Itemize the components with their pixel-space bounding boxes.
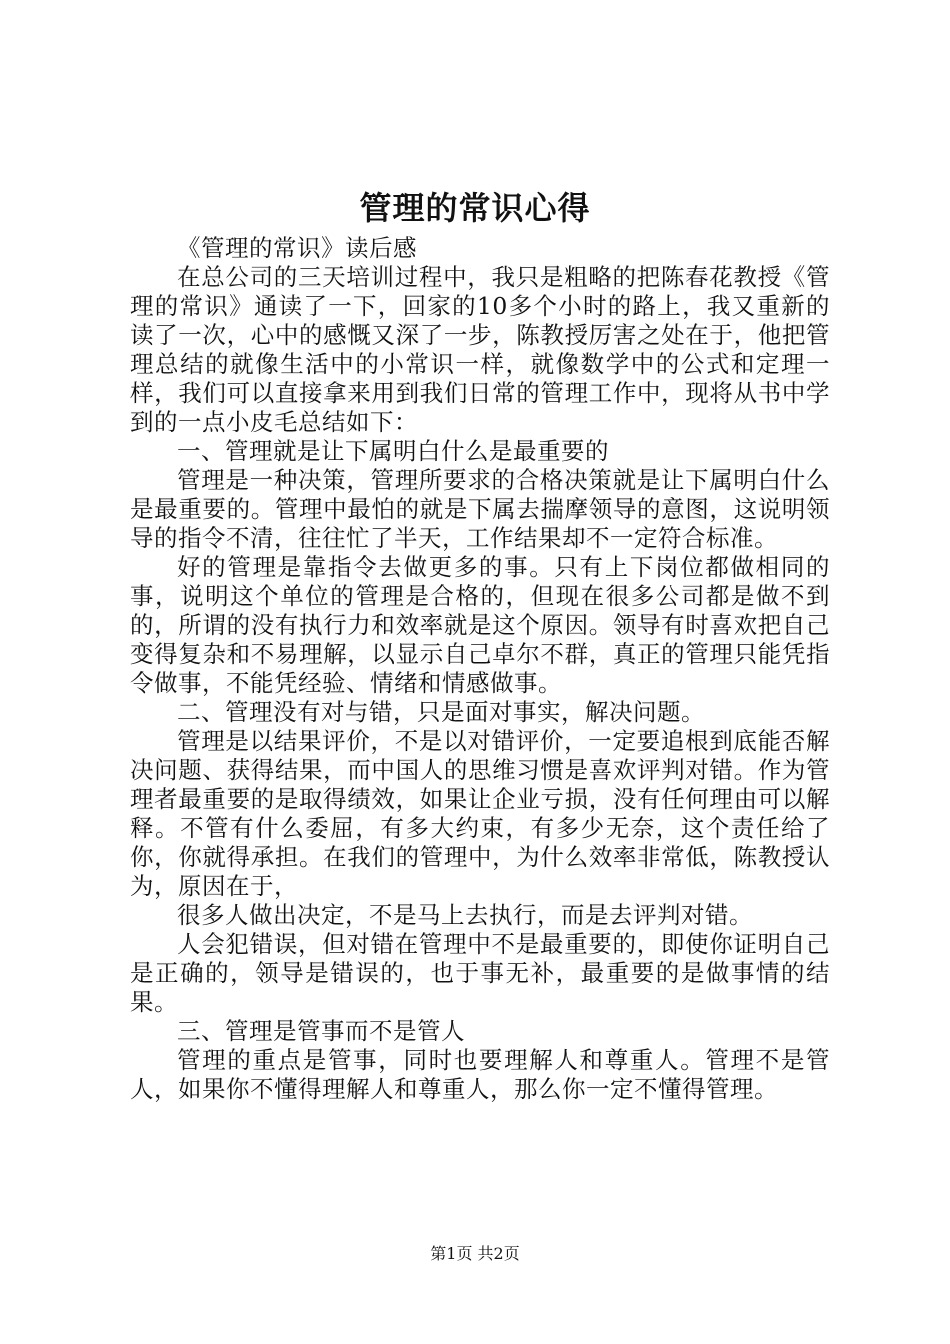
section-heading-3: 三、管理是管事而不是管人 bbox=[177, 1017, 465, 1045]
section-heading-1: 一、管理就是让下属明白什么是最重要的 bbox=[177, 437, 609, 465]
paragraph: 很多人做出决定，不是马上去执行，而是去评判对错。 bbox=[177, 901, 753, 929]
paragraph: 管理是一种决策，管理所要求的合格决策就是让下属明白什么是最重要的。管理中最怕的就是下属去揣摩领导的意图，这说明领导的指令不清，往往忙了半天，工作结果却不一定符合标准。 bbox=[130, 466, 830, 552]
paragraph: 好的管理是靠指令去做更多的事。只有上下岗位都做相同的事，说明这个单位的管理是合格的，但现在很多公司都是做不到的，所谓的没有执行力和效率就是这个原因。领导有时喜欢把自己变得复杂和不易理解，以显示自己卓尔不群，真正的管理只能凭指令做事，不能凭经验、情绪和情感做事。 bbox=[130, 553, 830, 697]
paragraph-subtitle: 《管理的常识》读后感 bbox=[177, 234, 417, 262]
document-body bbox=[130, 234, 830, 1104]
section-heading-2: 二、管理没有对与错，只是面对事实，解决问题。 bbox=[177, 698, 705, 726]
paragraph: 管理的重点是管事，同时也要理解人和尊重人。管理不是管人，如果你不懂得理解人和尊重人，那么你一定不懂得管理。 bbox=[130, 1046, 830, 1103]
paragraph: 管理是以结果评价，不是以对错评价，一定要追根到底能否解决问题、获得结果，而中国人的思维习惯是喜欢评判对错。作为管理者最重要的是取得绩效，如果让企业亏损，没有任何理由可以解释。不管有什么委屈，有多大约束，有多少无奈，这个责任给了你，你就得承担。在我们的管理中，为什么效率非常低，陈教授认为，原因在于， bbox=[130, 727, 830, 900]
page-footer: 第1页 共2页 bbox=[430, 1244, 520, 1263]
document-title: 管理的常识心得 bbox=[359, 189, 591, 227]
paragraph: 人会犯错误，但对错在管理中不是最重要的，即使你证明自己是正确的，领导是错误的，也于事无补，最重要的是做事情的结果。 bbox=[130, 930, 830, 1016]
paragraph-intro: 在总公司的三天培训过程中，我只是粗略的把陈春花教授《管理的常识》通读了一下，回家的10多个小时的路上，我又重新的读了一次，心中的感慨又深了一步，陈教授厉害之处在于，他把管理总结的就像生活中的小常识一样，就像数学中的公式和定理一样，我们可以直接拿来用到我们日常的管理工作中，现将从书中学到的一点小皮毛总结如下： bbox=[130, 263, 830, 436]
